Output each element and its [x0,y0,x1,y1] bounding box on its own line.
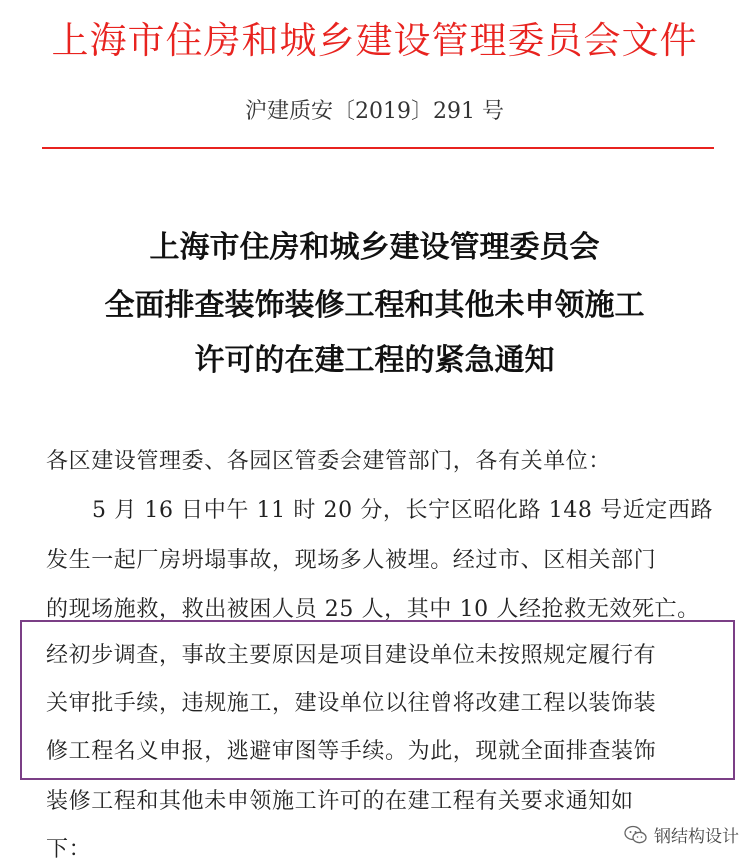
document-number: 沪建质安〔2019〕291 号 [245,99,504,124]
watermark [624,822,739,847]
notice-title-line-3: 许可的在建工程的紧急通知 [194,343,555,378]
watermark-text: 钢结构设计 [654,827,739,847]
red-divider [42,147,714,149]
body-line-5: 关审批手续，违规施工，建设单位以往曾将改建工程以装饰装 [46,691,657,716]
notice-title-line-1: 上海市住房和城乡建设管理委员会 [149,230,600,265]
body-line-1: 5 月 16 日中午 11 时 20 分，长宁区昭化路 148 号近定西路 [92,498,714,523]
document-header-title: 上海市住房和城乡建设管理委员会文件 [51,19,698,62]
notice-title-line-2: 全面排查装饰装修工程和其他未申领施工 [104,288,645,323]
wechat-icon [624,825,648,845]
body-line-6: 修工程名义申报，逃避审图等手续。为此，现就全面排查装饰 [46,739,657,764]
body-line-8: 下： [46,837,92,862]
body-line-2: 发生一起厂房坍塌事故，现场多人被埋。经过市、区相关部门 [46,548,657,573]
body-line-7: 装修工程和其他未申领施工许可的在建工程有关要求通知如 [46,789,634,814]
salutation: 各区建设管理委、各园区管委会建管部门，各有关单位： [46,449,612,474]
body-line-3: 的现场施救，救出被困人员 25 人，其中 10 人经抢救无效死亡。 [46,597,700,622]
body-line-4: 经初步调查，事故主要原因是项目建设单位未按照规定履行有 [46,643,657,668]
highlight-box [20,620,735,780]
